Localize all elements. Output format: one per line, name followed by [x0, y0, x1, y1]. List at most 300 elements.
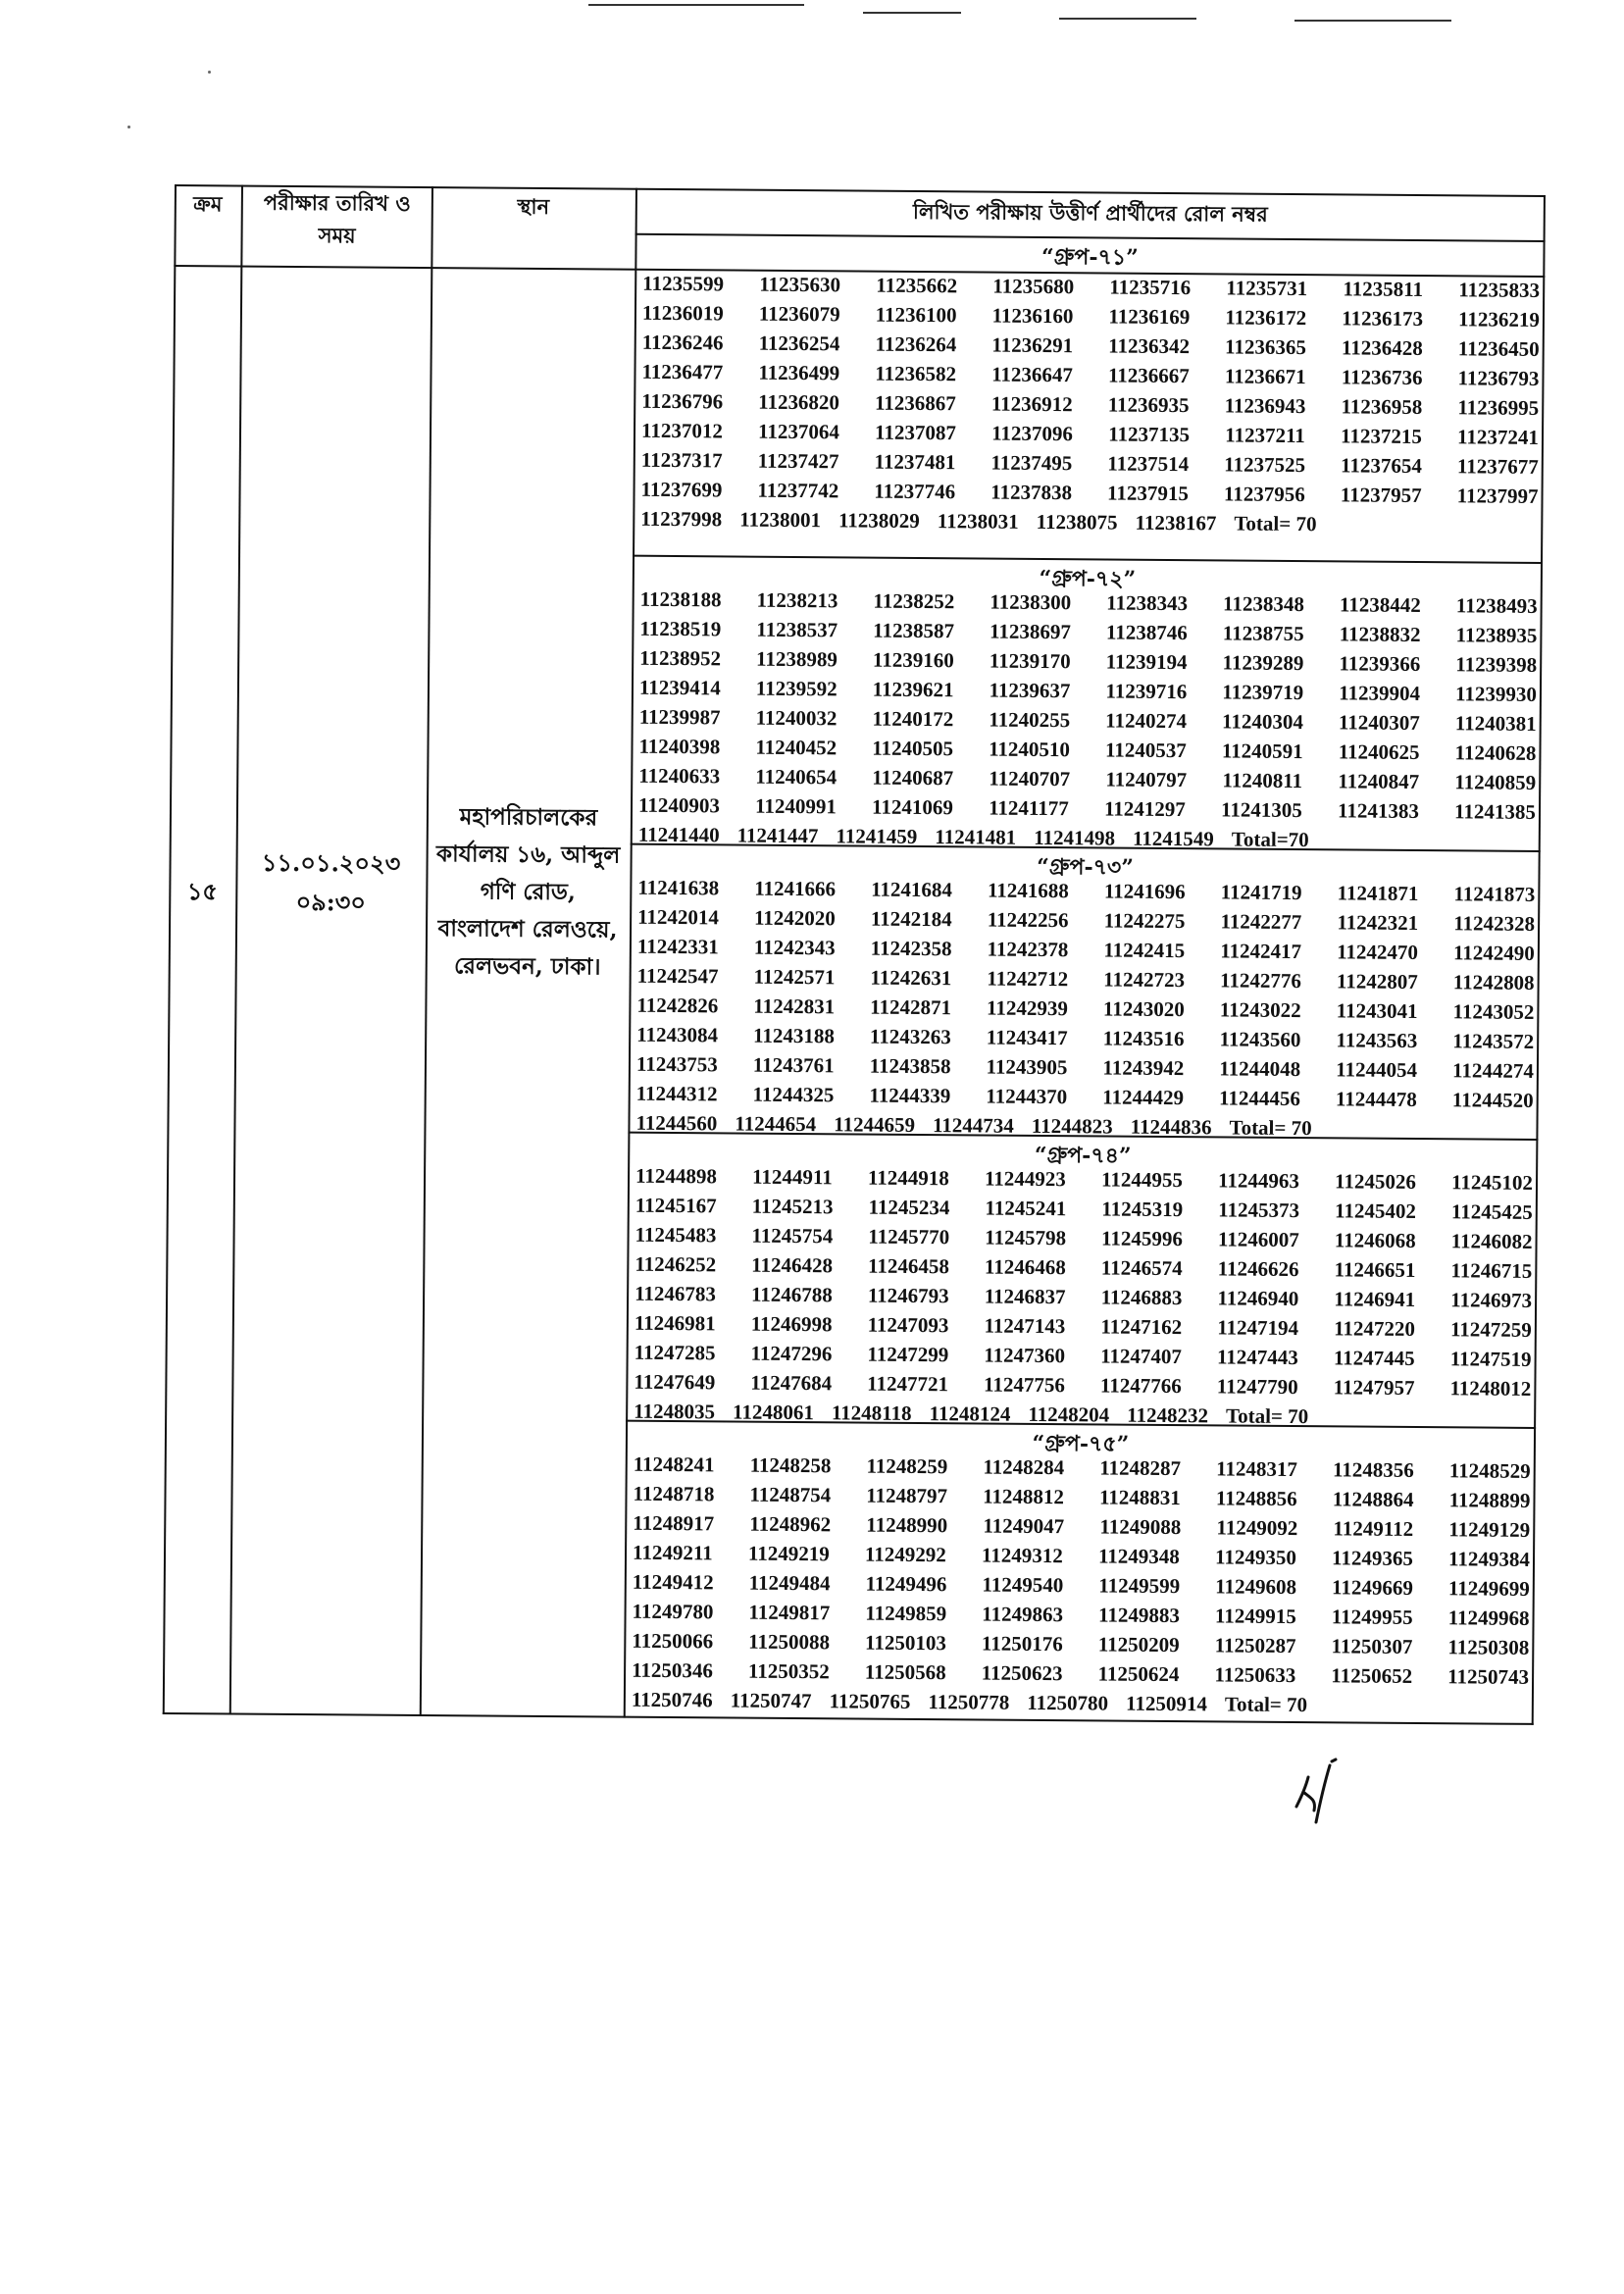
- roll-number: 11239621: [872, 677, 954, 702]
- roll-number: 11240032: [755, 705, 837, 731]
- roll-number: 11244918: [867, 1165, 949, 1191]
- roll-number: 11241873: [1453, 882, 1536, 906]
- roll-number: 11236943: [1224, 393, 1306, 419]
- roll-number: 11235731: [1226, 276, 1308, 301]
- roll-number: 11250765: [829, 1689, 911, 1713]
- roll-number: 11244963: [1217, 1168, 1299, 1194]
- roll-number: 11237654: [1340, 453, 1422, 478]
- roll-number: 11242256: [987, 907, 1069, 933]
- roll-number: 11236582: [875, 361, 957, 386]
- group-rolls: [640, 269, 1540, 540]
- roll-number: 11238587: [873, 618, 955, 643]
- roll-number: 11237838: [990, 480, 1073, 505]
- roll-number: 11244048: [1219, 1056, 1301, 1082]
- group-total: Total=70: [1231, 827, 1309, 852]
- roll-number: 11244312: [635, 1081, 718, 1106]
- roll-number: 11245996: [1100, 1226, 1184, 1251]
- roll-number: 11235662: [876, 273, 958, 298]
- entry-venue: মহাপরিচালকের কার্যালয় ১৬, আব্দুল গণি রোড, বাংলাদেশ রেলওয়ে, রেলভবন, ঢাকা।: [435, 803, 621, 981]
- roll-number: 11247220: [1334, 1316, 1416, 1341]
- roll-number: 11248529: [1448, 1458, 1531, 1483]
- roll-number: 11242358: [870, 936, 952, 961]
- roll-number: 11243753: [635, 1051, 718, 1077]
- roll-number: 11249112: [1333, 1516, 1414, 1541]
- roll-number: 11246981: [634, 1310, 716, 1336]
- roll-number: 11237525: [1224, 452, 1306, 478]
- roll-number: 11243942: [1102, 1055, 1185, 1081]
- roll-number: 11242275: [1103, 908, 1186, 934]
- roll-number: 11247296: [750, 1341, 833, 1366]
- roll-number: 11244520: [1451, 1088, 1534, 1112]
- roll-number: 11249412: [632, 1569, 714, 1595]
- roll-number: 11247756: [983, 1372, 1065, 1398]
- roll-number: 11237957: [1340, 483, 1422, 507]
- roll-number: 11241447: [736, 823, 819, 848]
- roll-number: 11236450: [1457, 336, 1540, 361]
- roll-number: 11247162: [1100, 1314, 1183, 1340]
- roll-number: 11236365: [1225, 334, 1307, 360]
- roll-number: 11243041: [1336, 998, 1418, 1023]
- roll-number: 11236671: [1224, 364, 1306, 389]
- roll-number: 11238832: [1339, 622, 1421, 646]
- roll-number: 11235833: [1458, 278, 1541, 302]
- roll-number: 11244955: [1100, 1167, 1183, 1193]
- roll-number: 11236264: [875, 331, 957, 357]
- roll-number: 11246252: [634, 1251, 717, 1277]
- roll-number: 11248356: [1332, 1457, 1414, 1482]
- roll-number: 11250287: [1214, 1633, 1296, 1658]
- roll-number: 11248061: [732, 1400, 814, 1425]
- roll-number: 11237956: [1223, 482, 1305, 507]
- roll-number: 11245234: [868, 1195, 950, 1220]
- group-title: “গ্রুপ-৭৫”: [1032, 1430, 1130, 1457]
- roll-number: 11237087: [875, 420, 957, 445]
- roll-number: 11242808: [1452, 970, 1535, 994]
- roll-number: 11238075: [1036, 509, 1118, 535]
- scan-dot: [208, 71, 211, 74]
- header-venue: স্থান: [517, 193, 550, 220]
- roll-number: 11250778: [928, 1690, 1010, 1714]
- roll-number: 11243188: [752, 1023, 836, 1048]
- roll-number: 11241684: [871, 877, 953, 902]
- roll-number: 11246082: [1450, 1229, 1533, 1253]
- roll-number: 11248259: [866, 1453, 948, 1479]
- roll-number: 11240591: [1221, 739, 1303, 764]
- roll-number: 11245241: [985, 1196, 1067, 1221]
- roll-number: 11249699: [1447, 1576, 1530, 1601]
- roll-number: 11245167: [634, 1193, 717, 1218]
- roll-number: 11248035: [634, 1399, 716, 1424]
- roll-number: 11238252: [873, 588, 955, 614]
- scan-line: [588, 4, 804, 6]
- roll-number: 11246883: [1100, 1285, 1183, 1310]
- roll-number: 11240991: [754, 793, 837, 819]
- group-rolls: [635, 873, 1535, 1145]
- roll-number: 11245213: [751, 1194, 834, 1219]
- roll-number: 11244911: [752, 1164, 833, 1190]
- roll-number: 11244654: [735, 1111, 817, 1137]
- roll-number: 11240707: [989, 766, 1071, 791]
- group-total: Total= 70: [1234, 511, 1317, 536]
- roll-number: 11238001: [739, 507, 822, 533]
- roll-number: 11242331: [636, 934, 719, 959]
- group-title: “গ্রুপ-৭১”: [1040, 243, 1139, 271]
- roll-number: 11245402: [1334, 1198, 1417, 1223]
- roll-number: 11241498: [1034, 825, 1116, 850]
- roll-number: 11240274: [1105, 708, 1188, 734]
- roll-number: 11246940: [1217, 1286, 1299, 1311]
- roll-number: 11247790: [1216, 1374, 1298, 1400]
- roll-number: 11249219: [747, 1541, 830, 1566]
- roll-number: 11244734: [932, 1113, 1014, 1138]
- roll-number: 11245770: [868, 1224, 950, 1249]
- group-rolls: [634, 1161, 1533, 1433]
- roll-number: 11237012: [640, 418, 723, 443]
- roll-number: 11249883: [1097, 1603, 1181, 1628]
- roll-number: 11246973: [1450, 1288, 1533, 1312]
- roll-number: 11243761: [752, 1052, 835, 1078]
- roll-number: 11238989: [756, 646, 838, 672]
- roll-number: 11249540: [982, 1572, 1064, 1598]
- roll-number: 11236736: [1341, 365, 1423, 390]
- roll-number: 11239904: [1339, 681, 1421, 705]
- roll-number: 11247143: [984, 1313, 1066, 1339]
- roll-number: 11248831: [1098, 1485, 1181, 1510]
- roll-number: 11238952: [639, 645, 722, 671]
- roll-number: 11250088: [748, 1629, 831, 1655]
- roll-number: 11237677: [1456, 454, 1539, 479]
- roll-number: 11245483: [634, 1222, 717, 1248]
- roll-number: 11241383: [1337, 798, 1419, 823]
- roll-number: 11244054: [1336, 1057, 1418, 1082]
- roll-number: 11248118: [831, 1401, 912, 1425]
- roll-number: 11249384: [1448, 1547, 1531, 1571]
- results-table: [163, 184, 1546, 1725]
- roll-number: 11240859: [1454, 770, 1537, 794]
- roll-number: 11244274: [1451, 1058, 1535, 1083]
- roll-number: 11239289: [1222, 650, 1304, 676]
- roll-number: 11239592: [755, 676, 837, 701]
- roll-number: 11248797: [866, 1483, 948, 1508]
- roll-number: 11239637: [989, 678, 1071, 703]
- roll-number: 11243022: [1219, 997, 1301, 1023]
- roll-number: 11244456: [1218, 1086, 1301, 1111]
- roll-number: 11242871: [870, 994, 952, 1020]
- roll-number: 11236291: [991, 332, 1074, 358]
- roll-number: 11244836: [1130, 1114, 1212, 1140]
- roll-number: 11237742: [757, 478, 839, 503]
- roll-number: 11241638: [637, 875, 720, 900]
- roll-number: 11241297: [1103, 796, 1186, 822]
- roll-number: 11242776: [1219, 968, 1301, 994]
- roll-number: 11250209: [1097, 1632, 1180, 1657]
- roll-number: 11237495: [990, 450, 1073, 476]
- roll-number: 11241696: [1103, 879, 1186, 904]
- roll-number: 11243858: [869, 1053, 951, 1079]
- roll-number: 11247093: [867, 1312, 949, 1338]
- roll-number: 11236173: [1342, 306, 1424, 331]
- roll-number: 11239398: [1455, 652, 1538, 677]
- roll-number: 11242343: [753, 935, 836, 960]
- roll-number: 11238031: [937, 509, 1019, 534]
- roll-number: 11246837: [984, 1284, 1066, 1309]
- roll-number: 11240510: [989, 737, 1071, 762]
- roll-number: 11238343: [1106, 590, 1189, 616]
- roll-number: 11238300: [990, 589, 1072, 615]
- roll-number: 11242807: [1336, 969, 1418, 994]
- roll-number: 11240172: [872, 706, 954, 732]
- roll-number: 11245102: [1451, 1170, 1534, 1195]
- roll-number: 11236342: [1108, 333, 1191, 359]
- roll-number: 11246458: [868, 1253, 950, 1279]
- col-sep: [420, 186, 433, 1716]
- roll-number: 11246793: [867, 1283, 949, 1308]
- roll-number: 11236254: [758, 331, 840, 356]
- roll-number: 11240505: [872, 736, 954, 761]
- roll-number: 11250746: [631, 1687, 713, 1712]
- scan-line: [1294, 20, 1451, 22]
- roll-number: 11241871: [1337, 881, 1419, 905]
- roll-number: 11246941: [1334, 1287, 1416, 1311]
- roll-number: 11248812: [983, 1484, 1065, 1509]
- roll-number: 11239160: [872, 647, 954, 673]
- roll-number: 11248124: [929, 1402, 1011, 1426]
- roll-number: 11249817: [748, 1600, 831, 1625]
- roll-number: 11237427: [757, 448, 839, 474]
- roll-number: 11240381: [1454, 711, 1537, 736]
- roll-number: 11240811: [1222, 768, 1303, 793]
- roll-number: 11241688: [987, 878, 1069, 903]
- roll-number: 11243263: [869, 1024, 951, 1049]
- roll-number: 11242831: [753, 994, 836, 1019]
- roll-number: 11242378: [987, 937, 1069, 962]
- roll-number: 11243417: [986, 1025, 1068, 1050]
- roll-number: 11243572: [1452, 1029, 1535, 1053]
- header-exam-date-time: পরীক্ষার তারিখ ও সময়: [263, 189, 411, 247]
- scan-line: [1059, 18, 1196, 20]
- roll-number: 11250633: [1214, 1662, 1296, 1688]
- roll-number: 11249608: [1215, 1574, 1297, 1600]
- roll-number: 11240452: [755, 735, 837, 760]
- roll-number: 11237096: [991, 421, 1074, 446]
- header-serial: ক্রম: [193, 191, 223, 217]
- roll-number: 11249088: [1099, 1514, 1182, 1540]
- roll-number: 11236428: [1341, 335, 1423, 361]
- roll-number: 11236958: [1341, 394, 1423, 419]
- roll-number: 11248284: [983, 1454, 1065, 1480]
- roll-number: 11237699: [640, 477, 723, 502]
- roll-number: 11242184: [870, 906, 952, 932]
- roll-number: 11237064: [757, 419, 840, 444]
- roll-number: 11238188: [639, 586, 722, 612]
- roll-number: 11247299: [867, 1342, 949, 1367]
- roll-number: 11245425: [1450, 1199, 1533, 1224]
- roll-number: 11249484: [748, 1570, 831, 1596]
- entry-serial: ১৫: [186, 877, 219, 906]
- roll-number: 11248864: [1332, 1487, 1414, 1511]
- roll-number: 11246783: [634, 1281, 717, 1306]
- roll-number: 11245798: [985, 1225, 1067, 1250]
- roll-number: 11243516: [1102, 1026, 1185, 1051]
- entry-time: ০৯:৩০: [295, 887, 366, 917]
- table-left-border: [163, 184, 177, 1714]
- roll-number: 11246468: [984, 1254, 1066, 1280]
- roll-number: 11242490: [1452, 941, 1535, 965]
- roll-number: 11248990: [866, 1512, 948, 1538]
- roll-number: 11250176: [981, 1631, 1063, 1657]
- roll-number: 11249350: [1214, 1545, 1296, 1570]
- roll-number: 11236079: [758, 301, 840, 327]
- roll-number: 11237481: [874, 449, 956, 475]
- roll-number: 11249863: [982, 1602, 1064, 1627]
- roll-number: 11240628: [1454, 740, 1537, 765]
- roll-number: 11236912: [990, 391, 1073, 417]
- roll-number: 11247285: [634, 1340, 716, 1365]
- roll-number: 11240847: [1338, 769, 1420, 793]
- roll-number: 11241305: [1220, 797, 1302, 823]
- roll-number: 11243020: [1102, 996, 1185, 1022]
- roll-number: 11250914: [1125, 1691, 1208, 1716]
- roll-number: 11250624: [1097, 1661, 1180, 1687]
- roll-number: 11239719: [1222, 680, 1304, 705]
- roll-number: 11241549: [1132, 826, 1214, 851]
- roll-number: 11250568: [864, 1659, 946, 1685]
- roll-number: 11247407: [1100, 1344, 1183, 1369]
- roll-number: 11249365: [1331, 1546, 1414, 1570]
- roll-number: 11249292: [864, 1542, 946, 1567]
- roll-number: 11242470: [1337, 940, 1419, 964]
- roll-number: 11246651: [1334, 1257, 1416, 1282]
- roll-number: 11247259: [1449, 1317, 1532, 1342]
- roll-number: 11238519: [639, 616, 722, 641]
- roll-number: 11242939: [986, 995, 1068, 1021]
- group-title: “গ্রুপ-৭২”: [1039, 565, 1137, 592]
- roll-number: 11248856: [1215, 1486, 1297, 1511]
- roll-number: 11248962: [749, 1511, 832, 1537]
- roll-number: 11240255: [989, 707, 1071, 733]
- roll-number: 11238755: [1222, 621, 1304, 646]
- col-sep: [229, 185, 243, 1715]
- roll-number: 11245026: [1334, 1169, 1417, 1194]
- roll-number: 11247721: [867, 1371, 949, 1397]
- roll-number: 11250652: [1331, 1663, 1413, 1688]
- roll-number: 11238442: [1339, 592, 1421, 617]
- roll-number: 11241069: [872, 794, 954, 820]
- roll-number: 11236219: [1457, 307, 1541, 331]
- roll-number: 11248917: [633, 1510, 715, 1536]
- roll-number: 11246068: [1334, 1228, 1416, 1252]
- roll-number: 11239366: [1339, 651, 1421, 676]
- roll-number: 11247443: [1216, 1345, 1298, 1370]
- roll-number: 11240625: [1338, 739, 1420, 764]
- roll-number: 11249968: [1447, 1606, 1530, 1630]
- roll-number: 11241385: [1453, 799, 1537, 824]
- roll-number: 11237915: [1106, 481, 1189, 506]
- roll-number: 11239414: [638, 675, 721, 700]
- roll-number: 11250743: [1447, 1664, 1530, 1689]
- roll-number: 11244325: [752, 1082, 835, 1107]
- roll-number: 11247649: [634, 1369, 716, 1395]
- roll-number: 11238493: [1455, 593, 1538, 618]
- roll-number: 11244923: [984, 1166, 1066, 1192]
- roll-number: 11237998: [640, 506, 723, 532]
- group-total: Total= 70: [1224, 1692, 1308, 1717]
- roll-number: 11237514: [1107, 451, 1190, 477]
- roll-number: 11236820: [758, 389, 840, 415]
- roll-number: 11248754: [749, 1482, 832, 1507]
- roll-number: 11244823: [1031, 1113, 1113, 1139]
- roll-number: 11237211: [1225, 423, 1305, 448]
- roll-number: 11237317: [640, 447, 723, 473]
- roll-number: 11242547: [636, 963, 719, 989]
- roll-number: 11240903: [637, 792, 720, 818]
- roll-number: 11235630: [759, 272, 841, 297]
- roll-number: 11236160: [991, 303, 1074, 329]
- roll-number: 11236246: [641, 330, 724, 355]
- roll-number: 11247194: [1217, 1315, 1299, 1341]
- roll-number: 11249780: [632, 1599, 714, 1624]
- roll-number: 11249129: [1448, 1517, 1531, 1542]
- group-title: “গ্রুপ-৭৪”: [1034, 1142, 1132, 1169]
- roll-number: 11249312: [981, 1543, 1063, 1568]
- roll-number: 11240797: [1105, 767, 1188, 792]
- roll-number: 11248258: [749, 1453, 832, 1478]
- roll-number: 11249211: [632, 1540, 713, 1565]
- roll-number: 11249599: [1098, 1573, 1181, 1599]
- roll-number: 11241177: [989, 795, 1069, 821]
- roll-number: 11248232: [1127, 1402, 1209, 1428]
- roll-number: 11246428: [751, 1252, 834, 1278]
- roll-number: 11236667: [1107, 363, 1190, 388]
- roll-number: 11242826: [636, 993, 719, 1018]
- roll-number: 11238213: [756, 587, 838, 613]
- header-roll-numbers: লিখিত পরীক্ষায় উত্তীর্ণ প্রার্থীদের রোল নম্বর: [912, 198, 1268, 227]
- roll-number: 11248204: [1028, 1402, 1110, 1427]
- roll-number: 11244659: [834, 1112, 916, 1137]
- roll-number: 11246007: [1217, 1227, 1299, 1252]
- roll-number: 11244429: [1102, 1085, 1185, 1110]
- roll-number: 11236019: [641, 300, 724, 326]
- roll-number: 11238697: [989, 619, 1072, 644]
- roll-number: 11242571: [753, 964, 836, 990]
- roll-number: 11240398: [638, 734, 721, 759]
- roll-number: 11242014: [637, 904, 720, 930]
- roll-number: 11249915: [1214, 1604, 1296, 1629]
- roll-number: 11240687: [872, 765, 954, 790]
- roll-number: 11238537: [756, 617, 838, 642]
- roll-number: 11239930: [1454, 682, 1538, 706]
- roll-number: 11235680: [992, 274, 1075, 299]
- roll-number: 11237746: [874, 479, 956, 504]
- roll-number: 11242631: [870, 965, 952, 991]
- group-total: Total= 70: [1225, 1403, 1309, 1429]
- roll-number: 11249669: [1331, 1575, 1413, 1600]
- roll-number: 11235811: [1343, 277, 1424, 302]
- roll-number: 11239716: [1105, 679, 1188, 704]
- roll-number: 11248899: [1448, 1488, 1531, 1512]
- roll-number: 11242020: [753, 905, 836, 931]
- roll-number: 11250308: [1447, 1635, 1530, 1659]
- roll-number: 11236796: [641, 388, 724, 414]
- roll-number: 11240654: [755, 764, 837, 790]
- roll-number: 11249047: [983, 1513, 1065, 1539]
- roll-number: 11250307: [1331, 1634, 1413, 1658]
- roll-number: 11236172: [1225, 305, 1307, 331]
- roll-number: 11243560: [1219, 1027, 1301, 1052]
- roll-number: 11236867: [874, 390, 956, 416]
- roll-number: 11250066: [632, 1628, 714, 1654]
- roll-number: 11235716: [1109, 275, 1192, 300]
